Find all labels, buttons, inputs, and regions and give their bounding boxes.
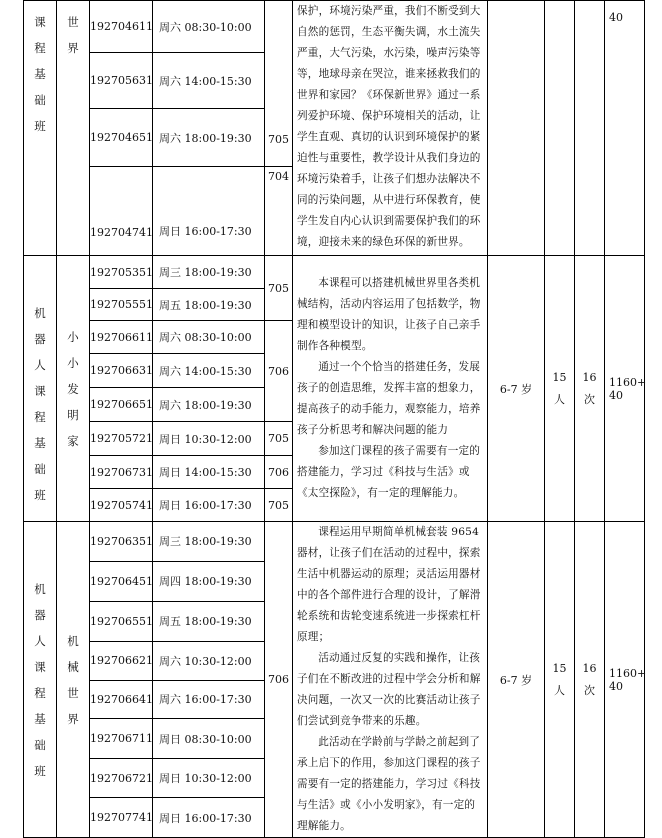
class-code: 192704651 <box>90 109 153 167</box>
class-code: 192706731 <box>90 456 153 489</box>
category-cell: 机 器 人 课 程 基 础 班 <box>24 522 57 838</box>
table-row <box>24 1 645 53</box>
sessions-cell: 16 次 <box>575 522 605 838</box>
age-cell: 6-7 岁 <box>488 256 545 522</box>
category-cell: 课 程 基 础 班 <box>24 1 57 256</box>
course-description: 课程运用早期简单机械套装 9654 器材，让孩子们在活动的过程中，探索生活中机器运动的原理；灵活运用器材中的各个部件进行合理的设计，了解滑轮系统和齿轮变速系统进一步探索杠杆原理； 活动通过反复的实践和操作，让孩子们在不断改进的过程中学会分析和解决问题，一次又一次的比赛活动让孩子们尝试到竞争带来的乐趣。 此活动在学龄前与学龄之前起到了承上启下的作用，参加这门课程的孩子需要有一定的搭建能力，学习过《科技与生活》或《小小发明家》，有一定的理解能力。 <box>293 522 488 838</box>
room-cell: 705 <box>265 256 293 321</box>
class-code: 192705721 <box>90 422 153 456</box>
class-time: 周六 18:00-19:30 <box>153 388 265 422</box>
class-code: 192706651 <box>90 388 153 422</box>
class-code: 192704741 <box>90 167 153 256</box>
sessions-cell: 16 次 <box>575 256 605 522</box>
class-time: 周六 08:30-10:00 <box>153 321 265 354</box>
room-cell: 704 <box>265 167 293 256</box>
class-code: 192706351 <box>90 522 153 562</box>
table-row <box>24 256 645 289</box>
room-cell: 705 <box>265 489 293 522</box>
class-code: 192707741 <box>90 798 153 838</box>
course-description: 保护，环境污染严重，我们不断受到大自然的惩罚，生态平衡失调，水土流失严重，大气污染，水污染，噪声污染等等，地球母亲在哭泣，谁来拯救我们的世界和家园？《环保新世界》通过一系列爱护环境、保护环境相关的活动，让学生直观、真切的认识到环境保护的紧迫性与重要性，教学设计从我们身边的环境污染着手，让孩子们想办法解决不同的污染问题，从中进行环保教育，使学生发自内心认识到需要保护我们的环境，迎接未来的绿色环保的新世界。 <box>293 1 488 256</box>
class-code: 192706641 <box>90 680 153 719</box>
class-code: 192706711 <box>90 719 153 759</box>
price-cell: 1160+ 40 <box>605 256 645 522</box>
price-cell: 40 <box>605 1 645 256</box>
class-time: 周六 18:00-19:30 <box>153 109 265 167</box>
people-cell: 15 人 <box>545 522 575 838</box>
class-time: 周日 14:00-15:30 <box>153 456 265 489</box>
class-time: 周五 18:00-19:30 <box>153 289 265 321</box>
class-time: 周五 18:00-19:30 <box>153 601 265 641</box>
class-time: 周日 16:00-17:30 <box>153 167 265 256</box>
class-time: 周日 10:30-12:00 <box>153 422 265 456</box>
people-cell: 15 人 <box>545 256 575 522</box>
price-cell: 1160+ 40 <box>605 522 645 838</box>
course-name-cell: 世 界 <box>57 1 90 256</box>
table-row <box>24 522 645 562</box>
class-time: 周日 10:30-12:00 <box>153 759 265 798</box>
class-code: 192705741 <box>90 489 153 522</box>
course-description: 本课程可以搭建机械世界里各类机械结构，活动内容运用了包括数学，物理和模型设计的知识，让孩子自己亲手制作各种模型。 通过一个个恰当的搭建任务，发展孩子的创造思维，发挥丰富的想象力，提高孩子的动手能力，观察能力，培养孩子分析思考和解决问题的能力 参加这门课程的孩子需要有一定的搭建能力，学习过《科技与生活》或《太空探险》，有一定的理解能力。 <box>293 256 488 522</box>
class-time: 周日 08:30-10:00 <box>153 719 265 759</box>
course-name-cell: 机 械 世 界 <box>57 522 90 838</box>
class-code: 192706611 <box>90 321 153 354</box>
class-time: 周日 16:00-17:30 <box>153 798 265 838</box>
course-schedule-table <box>23 0 645 838</box>
class-code: 192706551 <box>90 601 153 641</box>
class-time: 周六 14:00-15:30 <box>153 354 265 388</box>
class-code: 192705351 <box>90 256 153 289</box>
room-cell: 706 <box>265 321 293 422</box>
class-code: 192704611 <box>90 1 153 53</box>
people-cell <box>545 1 575 256</box>
class-time: 周四 18:00-19:30 <box>153 561 265 601</box>
class-time: 周三 18:00-19:30 <box>153 256 265 289</box>
class-code: 192705551 <box>90 289 153 321</box>
age-cell: 6-7 岁 <box>488 522 545 838</box>
class-code: 192705631 <box>90 53 153 109</box>
class-time: 周三 18:00-19:30 <box>153 522 265 562</box>
sessions-cell <box>575 1 605 256</box>
class-time: 周六 08:30-10:00 <box>153 1 265 53</box>
class-code: 192706631 <box>90 354 153 388</box>
room-cell: 705 <box>265 1 293 167</box>
room-cell: 706 <box>265 522 293 838</box>
room-cell: 705 <box>265 422 293 456</box>
class-code: 192706721 <box>90 759 153 798</box>
class-time: 周六 16:00-17:30 <box>153 680 265 719</box>
age-cell <box>488 1 545 256</box>
course-name-cell: 小 小 发 明 家 <box>57 256 90 522</box>
class-time: 周日 16:00-17:30 <box>153 489 265 522</box>
class-code: 192706451 <box>90 561 153 601</box>
category-cell: 机 器 人 课 程 基 础 班 <box>24 256 57 522</box>
class-code: 192706621 <box>90 641 153 680</box>
class-time: 周六 14:00-15:30 <box>153 53 265 109</box>
class-time: 周六 10:30-12:00 <box>153 641 265 680</box>
room-cell: 706 <box>265 456 293 489</box>
